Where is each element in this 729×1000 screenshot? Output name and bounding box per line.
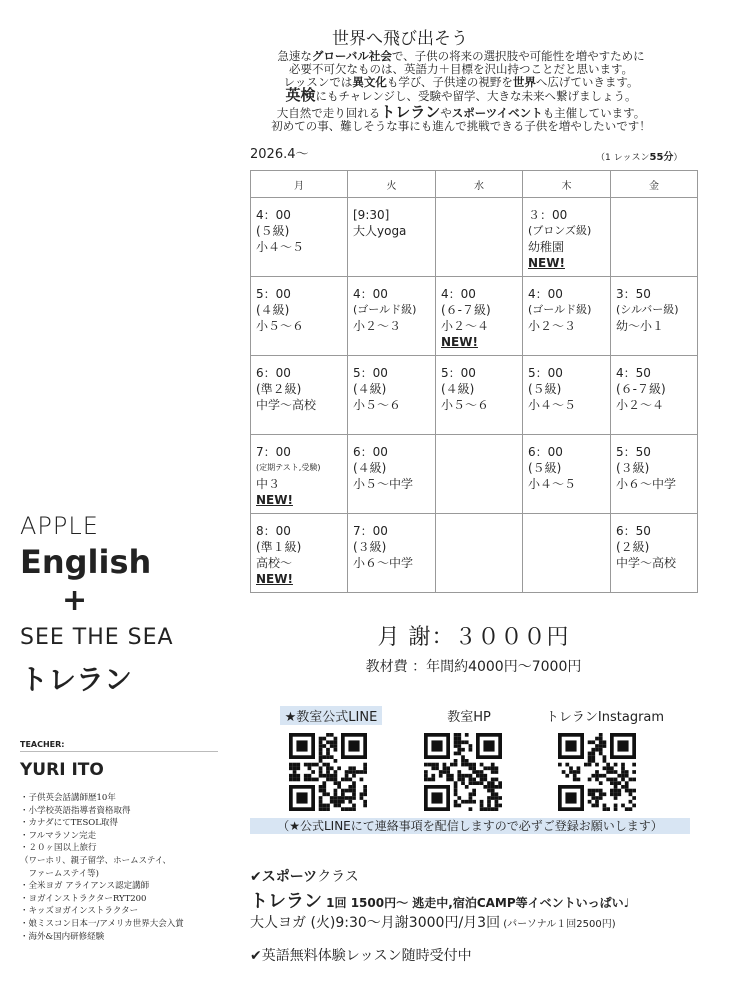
lesson-time: 4：00 (353, 287, 388, 301)
schedule-row (251, 198, 698, 277)
lesson-length: （1 レッスン55分） (596, 152, 683, 163)
brand-apple: APPLE (20, 512, 99, 540)
schedule-cell (348, 198, 436, 277)
career-item: ・子供英会話講師歴10年 (20, 793, 116, 803)
free-trial-note: ✔英語無料体験レッスン随時受付中 (250, 948, 472, 964)
schedule-cell (611, 356, 698, 435)
career-item: ・フルマラソン完走 (20, 830, 97, 841)
day-header-thu: 木 (523, 171, 611, 198)
lesson-grade: 小５〜中学 (353, 477, 414, 491)
schedule-header-row (251, 171, 698, 198)
lesson-grade: 小２〜４ (441, 319, 490, 333)
career-item: （ワーホリ、親子留学、ホームステイ、 (20, 855, 172, 866)
intro-line-6: 初めての事、難しそうな事にも進んで挑戦できる子供を増やしたいです！ (271, 119, 651, 133)
lesson-level: (４級) (256, 303, 290, 317)
lesson-time: 7：00 (353, 524, 388, 538)
career-item: ・娘ミスコン日本一/アメリカ世界大会入賞 (20, 918, 184, 929)
lesson-grade: 中３ (256, 477, 281, 491)
lesson-grade: 小４〜５ (528, 477, 577, 491)
schedule-cell (251, 514, 348, 593)
lesson-time: 5：00 (528, 366, 563, 380)
lesson-level: (３級) (616, 461, 650, 475)
lesson-grade: 中学〜高校 (616, 556, 677, 570)
new-badge: NEW! (256, 493, 293, 507)
schedule-cell (436, 435, 523, 514)
material-fee: 教材費 ：年間約4000円〜7000円 (365, 659, 582, 675)
day-header-wed: 水 (436, 171, 523, 198)
lesson-grade: 高校〜 (256, 556, 293, 570)
schedule-cell (436, 356, 523, 435)
schedule-cell (523, 356, 611, 435)
instagram-qr-code[interactable] (558, 733, 636, 811)
career-item: ・海外&国内研修経験 (20, 931, 105, 942)
schedule-cell (348, 356, 436, 435)
career-item: ・ヨガインストラクターRYT200 (20, 893, 147, 904)
schedule-cell (348, 514, 436, 593)
lesson-level: (６-７級) (616, 382, 666, 396)
lesson-grade: 小６〜中学 (353, 556, 414, 570)
intro-line-3: レッスンでは異文化も学び、子供達の視野を世界へ広げていきます。 (283, 75, 639, 89)
hp-qr-code[interactable] (424, 733, 502, 811)
new-badge: NEW! (528, 256, 565, 270)
schedule-cell (523, 435, 611, 514)
schedule-cell (251, 356, 348, 435)
lesson-grade: 中学〜高校 (256, 398, 317, 412)
lesson-time: 6：00 (256, 366, 291, 380)
hp-qr-label: 教室HP (447, 710, 491, 725)
lesson-time: 6：50 (616, 524, 651, 538)
lesson-level: (３級) (353, 540, 387, 554)
lesson-grade: 小６〜中学 (616, 477, 677, 491)
lesson-time: 5：00 (353, 366, 388, 380)
instagram-qr-label: トレランInstagram (545, 710, 665, 725)
lesson-grade: 小４〜５ (256, 240, 305, 254)
lesson-level: (６-７級) (441, 303, 491, 317)
schedule-cell (611, 277, 698, 356)
intro-line-2: 必要不可欠なものは、英語力＋目標を沢山持つことだと思います。 (288, 62, 634, 76)
day-header-mon: 月 (251, 171, 348, 198)
new-badge: NEW! (441, 335, 478, 349)
lesson-level: (４級) (353, 382, 387, 396)
schedule-cell (523, 514, 611, 593)
schedule-cell (436, 277, 523, 356)
lesson-level: (シルバー級) (616, 303, 679, 316)
teacher-career-list (20, 792, 184, 943)
schedule-cell (348, 277, 436, 356)
lesson-grade: 小５〜６ (353, 398, 402, 412)
lesson-grade: 小２〜３ (528, 319, 577, 333)
teacher-divider (20, 751, 218, 752)
career-item: ・キッズヨガインストラクター (20, 906, 139, 917)
line-register-note: （★公式LINEにて連絡事項を配信しますので必ずご登録お願いします） (250, 818, 690, 834)
day-header-tue: 火 (348, 171, 436, 198)
lesson-level: (４級) (441, 382, 475, 396)
lesson-level: (２級) (616, 540, 650, 554)
schedule-table (250, 170, 698, 593)
schedule-cell (523, 277, 611, 356)
lesson-grade: 小５〜６ (256, 319, 305, 333)
adult-yoga-info: 大人ヨガ (火)9:30〜月謝3000円/月3回 (パーソナル１回2500円) (250, 915, 616, 931)
career-item: ・全米ヨガ アライアンス認定講師 (20, 881, 150, 892)
schedule-start-date: 2026.4〜 (250, 147, 309, 162)
lesson-time: 7：00 (256, 445, 291, 459)
brand-plus: + (62, 583, 88, 618)
lesson-grade: 幼稚園 (528, 240, 565, 254)
lesson-time: 5：00 (256, 287, 291, 301)
trail-run-info: トレラン 1回 1500円〜 逃走中,宿泊CAMP等イベントいっぱい♩ (250, 891, 630, 912)
schedule-cell (436, 198, 523, 277)
career-item: ・カナダにてTESOL取得 (20, 818, 118, 829)
page-title: 世界へ飛び出そう (332, 29, 468, 49)
lesson-time: 6：00 (528, 445, 563, 459)
day-header-fri: 金 (611, 171, 698, 198)
schedule-cell (348, 435, 436, 514)
lesson-level: (５級) (256, 224, 290, 238)
career-item: ・小学校英語指導者資格取得 (20, 805, 131, 816)
lesson-time: 6：00 (353, 445, 388, 459)
lesson-time: 4：00 (528, 287, 563, 301)
intro-line-5: 大自然で走り回れるトレランやスポーツイベントも主催しています。 (276, 103, 646, 121)
lesson-time: 3：50 (616, 287, 651, 301)
lesson-level: (ブロンズ級) (528, 224, 592, 237)
line-qr-label: ★教室公式LINE (280, 706, 382, 725)
career-item: ・２０ヶ国以上旅行 (20, 843, 97, 854)
schedule-cell (251, 277, 348, 356)
schedule-cell (611, 198, 698, 277)
lesson-time: 8：00 (256, 524, 291, 538)
career-item: ファームステイ等) (20, 868, 99, 879)
schedule-row (251, 514, 698, 593)
schedule-row (251, 435, 698, 514)
lesson-level: (定期テスト,受験) (256, 463, 321, 472)
lesson-time: 4：00 (441, 287, 476, 301)
lesson-level: (ゴールド級) (528, 303, 592, 316)
lesson-time: ３：00 (528, 208, 568, 222)
schedule-cell (611, 435, 698, 514)
lesson-time: 5：00 (441, 366, 476, 380)
lesson-level: (４級) (353, 461, 387, 475)
monthly-fee: 月 謝：３０００円 (377, 625, 570, 650)
lesson-grade: 幼〜小１ (616, 319, 665, 333)
lesson-level: 大人yoga (353, 224, 407, 238)
sports-class-heading: ✔スポーツクラス (250, 869, 359, 885)
intro-line-4: 英検にもチャレンジし、受験や留学、大きな未来へ繋げましょう。 (285, 86, 637, 104)
lesson-level: (５級) (528, 382, 562, 396)
lesson-grade: 小４〜５ (528, 398, 577, 412)
lesson-time: 4：50 (616, 366, 651, 380)
lesson-level: (準２級) (256, 382, 302, 396)
schedule-cell (436, 514, 523, 593)
schedule-cell (611, 514, 698, 593)
lesson-time: 5：50 (616, 445, 651, 459)
intro-line-1: 急速なグローバル社会で、子供の将来の選択肢や可能性を増やすために (277, 49, 645, 63)
new-badge: NEW! (256, 572, 293, 586)
schedule-cell (523, 198, 611, 277)
lesson-level: (準１級) (256, 540, 302, 554)
lesson-grade: 小２〜４ (616, 398, 665, 412)
lesson-time: 4：00 (256, 208, 291, 222)
schedule-cell (251, 435, 348, 514)
brand-trail-run: トレラン (20, 663, 133, 696)
schedule-row (251, 356, 698, 435)
brand-english: English (20, 543, 152, 581)
teacher-label: TEACHER: (20, 740, 65, 749)
line-qr-code[interactable] (289, 733, 367, 811)
lesson-grade: 小５〜６ (441, 398, 490, 412)
lesson-time: [9:30] (353, 208, 390, 222)
teacher-name: YURI ITO (20, 760, 104, 780)
lesson-level: (５級) (528, 461, 562, 475)
lesson-level: (ゴールド級) (353, 303, 417, 316)
lesson-grade: 小２〜３ (353, 319, 402, 333)
schedule-cell (251, 198, 348, 277)
schedule-row (251, 277, 698, 356)
brand-see-the-sea: SEE THE SEA (20, 625, 174, 650)
